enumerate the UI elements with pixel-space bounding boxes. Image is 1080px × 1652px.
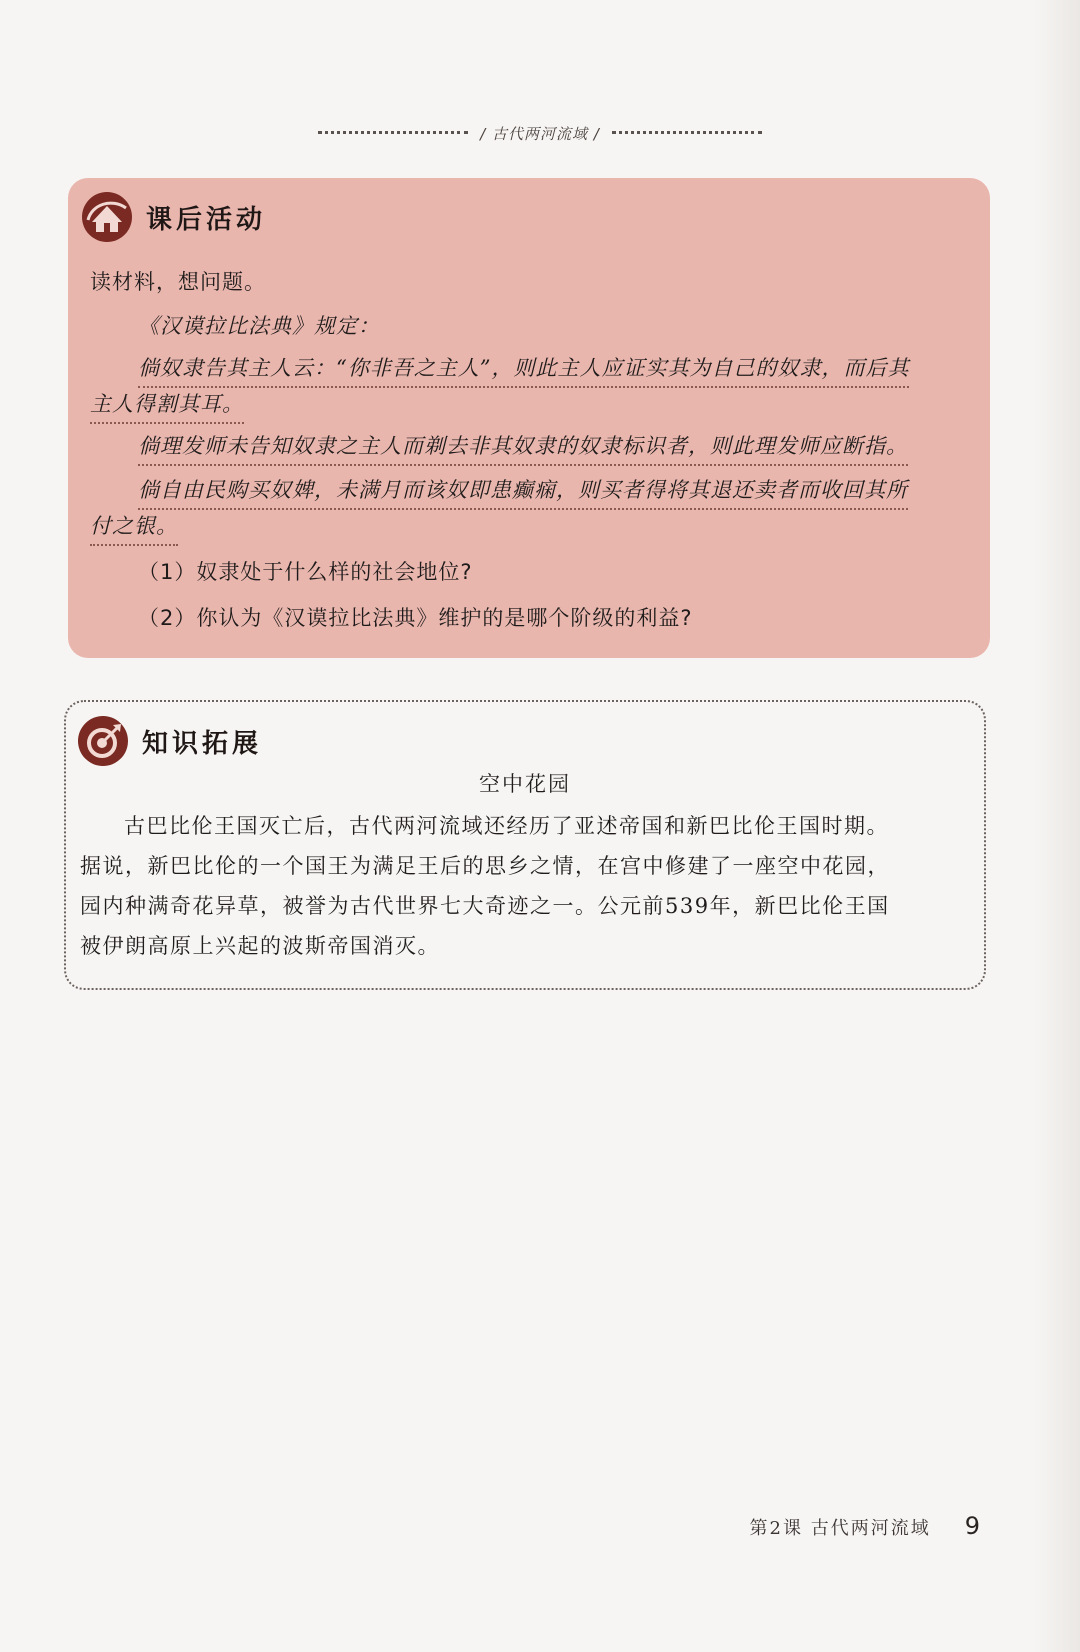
- law1-line1: 倘奴隶告其主人云：“你非吾之主人”，则此主人应证实其为自己的奴隶，而后其: [138, 352, 909, 388]
- page-footer: [750, 1512, 980, 1540]
- header-dots-left: [318, 131, 468, 134]
- footer-chapter: 第2课 古代两河流域: [749, 1518, 931, 1539]
- target-arrow-icon: [78, 716, 128, 766]
- law1-line2: 主人得割其耳。: [90, 388, 244, 424]
- knowledge-subtitle: 空中花园: [479, 772, 571, 796]
- activity-intro: 读材料，想问题。: [90, 270, 266, 294]
- knowledge-line-1: 古巴比伦王国灭亡后，古代两河流域还经历了亚述帝国和新巴比伦王国时期。: [124, 814, 889, 838]
- law-title: 《汉谟拉比法典》规定：: [138, 314, 380, 338]
- running-header: [0, 123, 1080, 144]
- header-dots-right: [612, 131, 762, 134]
- activity-title: 课后活动: [146, 204, 267, 235]
- question-1: （1）奴隶处于什么样的社会地位?: [138, 560, 473, 584]
- question-2: （2）你认为《汉谟拉比法典》维护的是哪个阶级的利益?: [138, 606, 693, 630]
- running-header-title: / 古代两河流域 /: [480, 125, 600, 143]
- law3-line2: 付之银。: [90, 510, 178, 546]
- knowledge-box: [64, 700, 986, 990]
- activity-box: [68, 178, 990, 658]
- knowledge-title: 知识拓展: [142, 728, 263, 759]
- house-icon: [82, 192, 132, 242]
- activity-heading: [82, 192, 266, 242]
- knowledge-heading: [78, 716, 262, 766]
- knowledge-line-4: 被伊朗高原上兴起的波斯帝国消灭。: [80, 934, 440, 958]
- page-edge-shade: [1034, 0, 1080, 1652]
- law3-line1: 倘自由民购买奴婢，未满月而该奴即患癫痫，则买者得将其退还卖者而收回其所: [138, 474, 908, 510]
- knowledge-line-3: 园内种满奇花异草，被誉为古代世界七大奇迹之一。公元前539年，新巴比伦王国: [80, 894, 890, 918]
- page-number: 9: [964, 1512, 980, 1540]
- knowledge-line-2: 据说，新巴比伦的一个国王为满足王后的思乡之情，在宫中修建了一座空中花园，: [80, 854, 890, 878]
- running-header-text: 古代两河流域: [491, 125, 588, 143]
- law2-line1: 倘理发师未告知奴隶之主人而剃去非其奴隶的奴隶标识者，则此理发师应断指。: [138, 430, 908, 466]
